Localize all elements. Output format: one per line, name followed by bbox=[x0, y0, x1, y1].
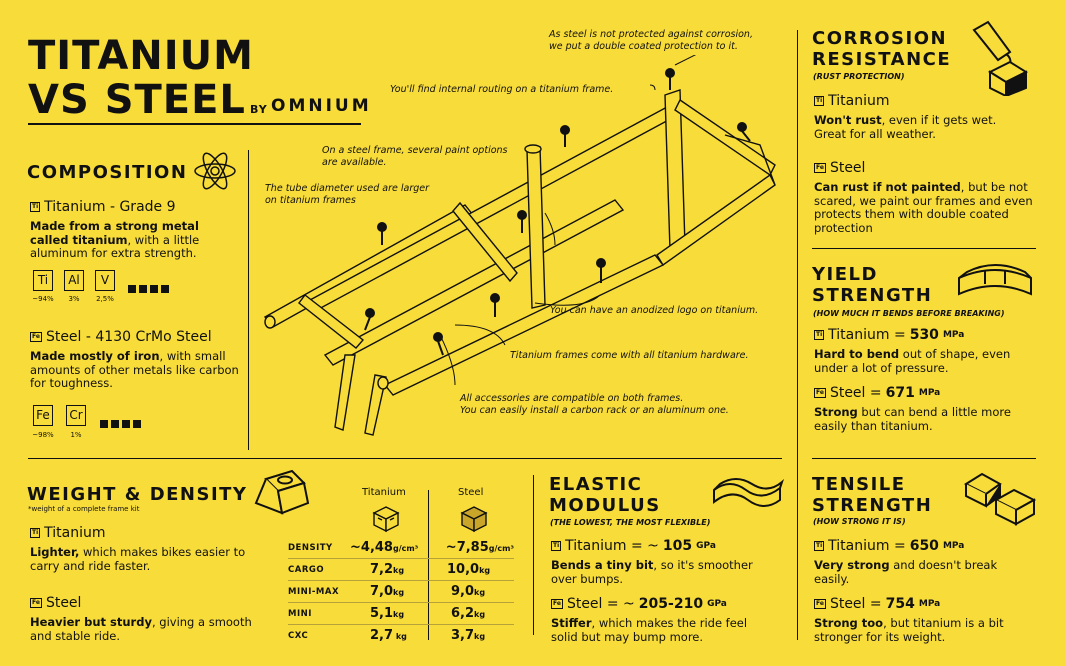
yield-heading: YIELD STRENGTH bbox=[812, 264, 933, 306]
elastic-heading: ELASTIC MODULUS bbox=[549, 474, 661, 516]
element-al: Al bbox=[64, 270, 84, 291]
yield-ti-name: Ti Titanium = 530 MPa bbox=[816, 327, 965, 343]
corrosion-ti-name: Ti Titanium bbox=[816, 93, 890, 109]
weight-heading: WEIGHT & DENSITY bbox=[27, 484, 248, 505]
tensile-fe-name: Fe Steel = 754 MPa bbox=[816, 596, 941, 612]
tensile-ti-name: Ti Titanium = 650 MPa bbox=[816, 538, 965, 554]
fe-tag: Fe bbox=[816, 600, 824, 607]
col-header-titanium: Titanium bbox=[362, 487, 406, 498]
ti-tag: Ti bbox=[816, 97, 823, 104]
weight-table bbox=[288, 537, 514, 646]
element-filler bbox=[133, 420, 141, 428]
element-fe-pct: ~98% bbox=[32, 431, 54, 439]
yield-fe-name: Fe Steel = 671 MPa bbox=[816, 385, 941, 401]
composition-ti-name bbox=[30, 199, 176, 215]
titanium-cube-icon bbox=[372, 505, 400, 533]
fe-grade-label: Steel - 4130 CrMo Steel bbox=[45, 329, 212, 345]
bent-bar-icon bbox=[955, 262, 1035, 304]
table-row: DENSITY ~4,48g/cm³ ~7,85g/cm³ bbox=[288, 540, 514, 555]
divider-right-1 bbox=[812, 248, 1036, 249]
note-accessories: All accessories are compatible on both frames. You can easily install a carbon rack or an aluminum one. bbox=[460, 393, 729, 416]
tensile-sub: (HOW STRONG IT IS) bbox=[813, 517, 906, 526]
element-filler bbox=[150, 285, 158, 293]
table-row: CXC 2,7 kg 3,7kg bbox=[288, 624, 514, 646]
note-hardware: Titanium frames come with all titanium hardware. bbox=[510, 350, 749, 361]
composition-heading: COMPOSITION bbox=[27, 162, 188, 183]
note-corrosion: As steel is not protected against corrosion, we put a double coated protection to it. bbox=[549, 29, 753, 52]
title-line2: VS STEEL bbox=[28, 77, 246, 123]
ti-tag: Ti bbox=[32, 203, 39, 210]
wavy-bar-icon bbox=[710, 476, 784, 516]
weight-ti-desc: Lighter, which makes bikes easier to carry and ride faster. bbox=[30, 545, 246, 573]
elastic-ti-name: Ti Titanium = ~ 105 GPa bbox=[553, 538, 716, 554]
element-filler bbox=[111, 420, 119, 428]
table-row: MINI-MAX 7,0kg 9,0kg bbox=[288, 580, 514, 602]
ti-tag: Ti bbox=[816, 542, 823, 549]
corrosion-sub: (RUST PROTECTION) bbox=[813, 72, 905, 81]
element-al-pct: 3% bbox=[68, 295, 80, 303]
element-filler bbox=[128, 285, 136, 293]
fe-tag: Fe bbox=[32, 333, 40, 340]
weight-fe-name: Fe Steel bbox=[32, 595, 82, 611]
ti-tag: Ti bbox=[553, 542, 560, 549]
note-routing: You'll find internal routing on a titanium frame. bbox=[390, 84, 614, 95]
tensile-ti-desc: Very strong and doesn't break easily. bbox=[814, 558, 998, 586]
weight-fe-desc: Heavier but sturdy, giving a smooth and stable ride. bbox=[30, 615, 252, 643]
composition-fe-name bbox=[30, 329, 212, 345]
element-ti: Ti bbox=[33, 270, 53, 291]
oil-can-icon bbox=[968, 18, 1030, 96]
element-ti-pct: ~94% bbox=[32, 295, 54, 303]
composition-fe-desc: Made mostly of iron, with small amounts of other metals like carbon for toughness. bbox=[30, 349, 239, 390]
elastic-ti-desc: Bends a tiny bit, so it's smoother over bumps. bbox=[551, 558, 753, 586]
fe-tag: Fe bbox=[816, 164, 824, 171]
corrosion-ti-desc: Won't rust, even if it gets wet. Great for all weather. bbox=[814, 113, 997, 141]
fe-tag: Fe bbox=[553, 600, 561, 607]
element-cr: Cr bbox=[66, 405, 86, 426]
ti-grade-label: Titanium - Grade 9 bbox=[44, 199, 176, 215]
tensile-fe-desc: Strong too, but titanium is a bit stronger for its weight. bbox=[814, 616, 1004, 644]
divider-middle bbox=[28, 458, 782, 459]
note-tube: The tube diameter used are larger on titanium frames bbox=[265, 183, 430, 206]
fe-tag: Fe bbox=[816, 389, 824, 396]
element-fe: Fe bbox=[33, 405, 53, 426]
corrosion-heading: CORROSION RESISTANCE bbox=[812, 28, 952, 70]
col-header-steel: Steel bbox=[458, 487, 484, 498]
element-filler bbox=[100, 420, 108, 428]
weight-icon bbox=[252, 463, 310, 515]
title-by: BY bbox=[250, 103, 268, 116]
weight-ti-name: Ti Titanium bbox=[32, 525, 106, 541]
brand-logo: OMNIUM bbox=[271, 96, 372, 116]
ti-tag: Ti bbox=[32, 529, 39, 536]
divider-left bbox=[248, 150, 249, 450]
elastic-fe-name: Fe Steel = ~ 205-210 GPa bbox=[553, 596, 727, 612]
composition-ti-desc: Made from a strong metal called titanium, with a little aluminum for extra strength. bbox=[30, 219, 200, 260]
element-filler bbox=[139, 285, 147, 293]
yield-sub: (HOW MUCH IT BENDS BEFORE BREAKING) bbox=[813, 309, 1005, 318]
corrosion-fe-desc: Can rust if not painted, but be not scared, we paint our frames and even protects them with double coated protection bbox=[814, 180, 1033, 235]
fe-tag: Fe bbox=[32, 599, 40, 606]
element-v: V bbox=[95, 270, 115, 291]
divider-right-2 bbox=[812, 458, 1036, 459]
title-line1: TITANIUM bbox=[28, 33, 254, 79]
bike-frame-illustration bbox=[255, 55, 795, 450]
element-v-pct: 2,5% bbox=[96, 295, 114, 303]
elastic-fe-desc: Stiffer, which makes the ride feel solid but may bump more. bbox=[551, 616, 748, 644]
steel-cube-icon bbox=[460, 505, 488, 533]
divider-bottom bbox=[533, 475, 534, 635]
element-filler bbox=[122, 420, 130, 428]
divider-right bbox=[797, 30, 798, 640]
atom-icon bbox=[192, 148, 238, 194]
yield-fe-desc: Strong but can bend a little more easily than titanium. bbox=[814, 405, 1011, 433]
note-logo: You can have an anodized logo on titanium. bbox=[550, 305, 759, 316]
element-cr-pct: 1% bbox=[70, 431, 82, 439]
table-row: CARGO 7,2kg 10,0kg bbox=[288, 558, 514, 580]
tensile-heading: TENSILE STRENGTH bbox=[812, 474, 933, 516]
yield-ti-desc: Hard to bend out of shape, even under a lot of pressure. bbox=[814, 347, 1011, 375]
ti-tag: Ti bbox=[816, 331, 823, 338]
broken-bar-icon bbox=[962, 470, 1038, 528]
elastic-sub: (THE LOWEST, THE MOST FLEXIBLE) bbox=[550, 518, 711, 527]
corrosion-fe-name: Fe Steel bbox=[816, 160, 866, 176]
note-paint: On a steel frame, several paint options are available. bbox=[322, 145, 508, 168]
table-row: MINI 5,1kg 6,2kg bbox=[288, 602, 514, 624]
element-filler bbox=[161, 285, 169, 293]
weight-sub: *weight of a complete frame kit bbox=[28, 505, 140, 513]
